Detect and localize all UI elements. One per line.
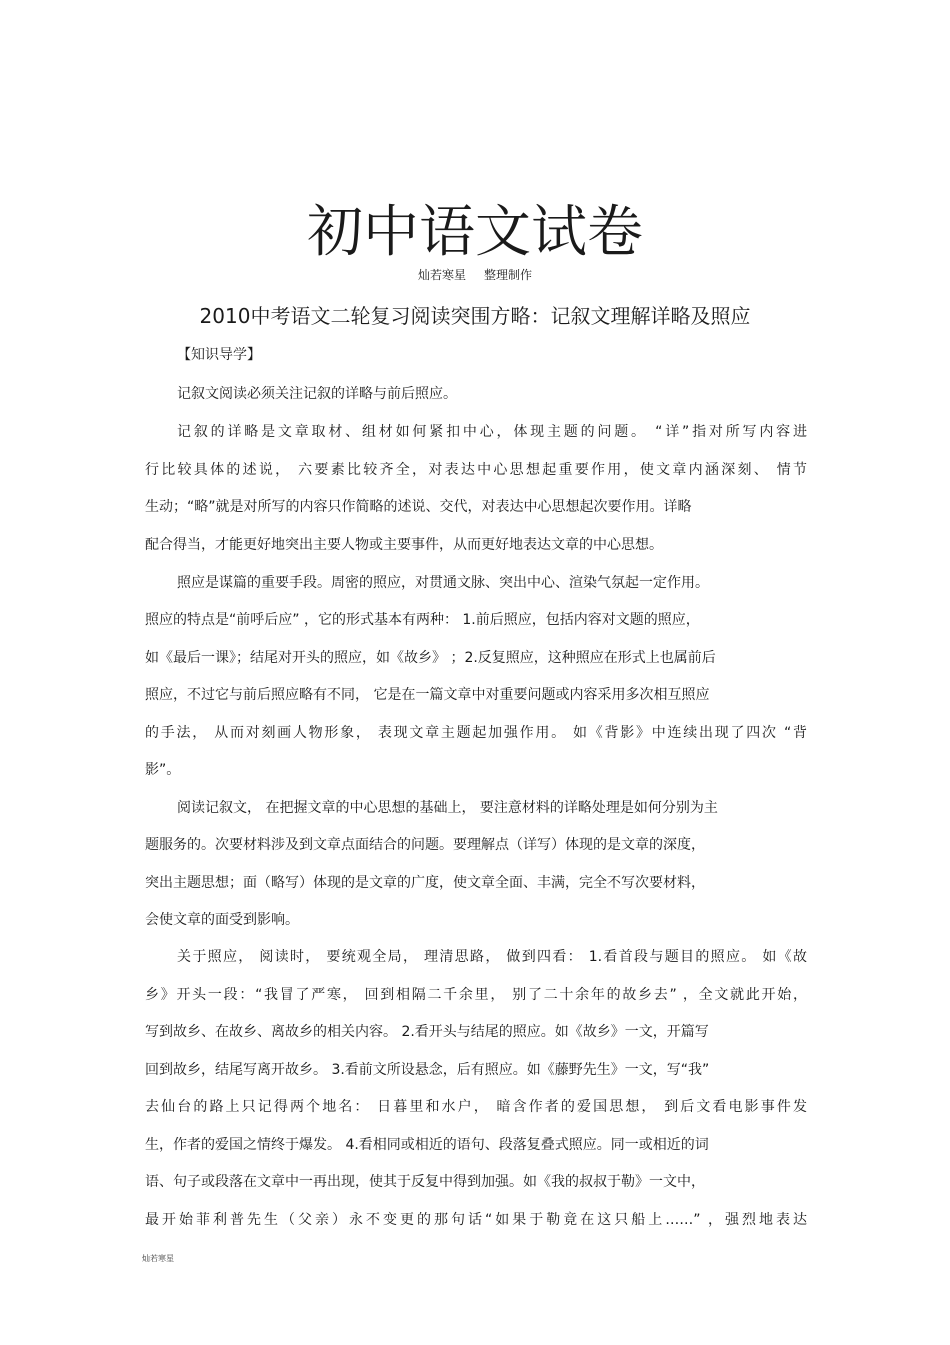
text-line: 如《最后一课》；结尾对开头的照应，如《故乡》 ；2.反复照应，这种照应在形式上也属前后 (145, 650, 716, 666)
text-line: 题服务的。次要材料涉及到文章点面结合的问题。要理解点（详写）体现的是文章的深度， (145, 837, 705, 853)
text-line: 记叙文阅读必须关注记叙的详略与前后照应。 (177, 386, 457, 402)
text-line: 影”。 (145, 762, 181, 778)
text-line: 记叙的详略是文章取材、组材如何紧扣中心，体现主题的问题。 “详”指对所写内容进 (177, 424, 807, 440)
text-line: 照应是谋篇的重要手段。周密的照应，对贯通文脉、突出中心、渲染气氛起一定作用。 (177, 575, 709, 591)
text-line: 回到故乡，结尾写离开故乡。 3.看前文所设悬念，后有照应。如《藤野先生》一文，写“我” (145, 1062, 710, 1078)
text-line: 照应的特点是“前呼后应” ，它的形式基本有两种： 1.前后照应，包括内容对文题的照应， (145, 612, 700, 628)
text-line: 生动；“略”就是对所写的内容只作简略的述说、交代，对表达中心思想起次要作用。详略 (145, 499, 692, 515)
text-line: 配合得当，才能更好地突出主要人物或主要事件，从而更好地表达文章的中心思想。 (145, 537, 663, 553)
article-heading: 2010中考语文二轮复习阅读突围方略：记叙文理解详略及照应 (199, 304, 751, 328)
document-title: 初中语文试卷 (307, 200, 643, 265)
author-line (0, 266, 950, 284)
text-line: 写到故乡、在故乡、离故乡的相关内容。 2.看开头与结尾的照应。如《故乡》一文，开篇写 (145, 1024, 709, 1040)
author-note: 整理制作 (484, 268, 533, 282)
author-name: 灿若寒星 (417, 268, 466, 282)
text-line: 阅读记叙文， 在把握文章的中心思想的基础上， 要注意材料的详略处理是如何分别为主 (177, 800, 718, 816)
text-line: 生，作者的爱国之情终于爆发。 4.看相同或相近的语句、段落复叠式照应。同一或相近的词 (145, 1137, 709, 1153)
text-line: 突出主题思想；面（略写）体现的是文章的广度，使文章全面、丰满，完全不写次要材料， (145, 875, 705, 891)
section-label: 【知识导学】 (177, 347, 261, 363)
text-line: 乡》开头一段：“我冒了严寒， 回到相隔二千余里， 别了二十余年的故乡去” ，全文就此开始， (145, 987, 807, 1003)
text-line: 会使文章的面受到影响。 (145, 912, 299, 928)
text-line: 行比较具体的述说， 六要素比较齐全，对表达中心思想起重要作用，使文章内涵深刻、 情节 (145, 462, 807, 478)
text-line: 照应，不过它与前后照应略有不同， 它是在一篇文章中对重要问题或内容采用多次相互照应 (145, 687, 710, 703)
text-line: 语、句子或段落在文章中一再出现，使其于反复中得到加强。如《我的叔叔于勒》一文中， (145, 1174, 705, 1190)
page-footer: 灿若寒星 (142, 1254, 174, 1263)
text-line: 去仙台的路上只记得两个地名： 日暮里和水户， 暗含作者的爱国思想， 到后文看电影事件发 (145, 1099, 807, 1115)
text-line: 的手法， 从而对刻画人物形象， 表现文章主题起加强作用。 如《背影》中连续出现了四次 “背 (145, 725, 807, 741)
text-line: 最开始菲利普先生（父亲）永不变更的那句话“如果于勒竟在这只船上……” ，强烈地表达 (145, 1212, 807, 1228)
text-line: 关于照应， 阅读时， 要统观全局， 理清思路， 做到四看： 1.看首段与题目的照应。 如《故 (177, 949, 807, 965)
